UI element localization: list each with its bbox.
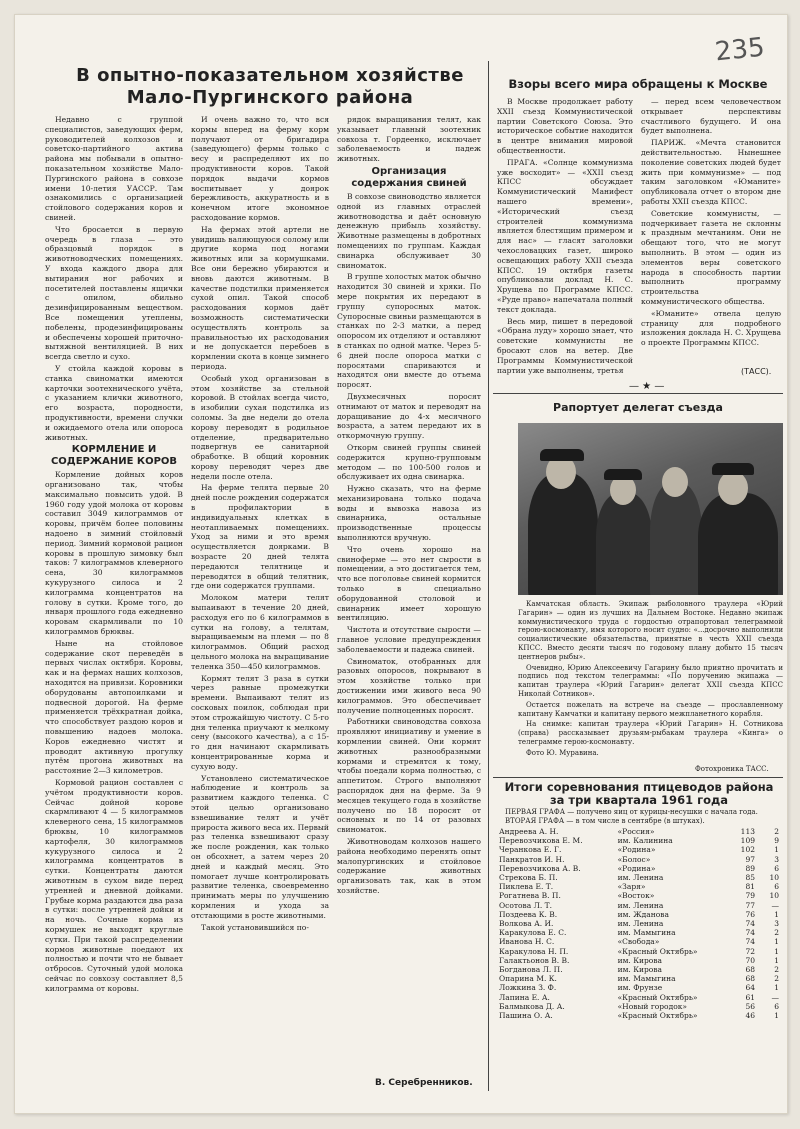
- paragraph: «Юманите» отвела целую страницу для подробного изложения доклада Н. С. Хрущева о проекте Программы КПСС.: [641, 308, 781, 348]
- result-farm: «Новый городок»: [617, 1001, 687, 1011]
- table-row: [499, 965, 779, 974]
- result-value-2: 1: [774, 955, 779, 965]
- table-row: [499, 919, 779, 928]
- subheading-pigs: Организация содержания свиней: [351, 165, 467, 189]
- result-value-1: 70: [745, 955, 755, 965]
- paragraph: Молоком матери телят выпаивают в течение 20 дней, расходуя его по 6 килограммов в сутки на голову, а телятам, выращиваемым на племя — по 8 килограммов. Общий расход цельного молока на выращивание теленка 350—450 килограммов.: [191, 593, 329, 671]
- author-signature: В. Серебренников.: [375, 1078, 473, 1088]
- table-row: [499, 983, 779, 992]
- paragraph: Ныне на стойловое содержание скот переведён в первых числах октября. Коровы, как и на фермах наших колхозов, находятся на привязи. Коровники оборудованы автопоилками и подвесной дорогой. На ферме применяется трёхкратная дойка, что способствует раздою коров и повышению надоев молока. Коров ежедневно чистят и проводят активную прогулку путём прогона животных на расстояние 2—3 километров.: [45, 638, 183, 776]
- paragraph: Весь мир, пишет в передовой «Обрана луду» хорошо знает, что советские коммунисты не бросают слов на ветер. Две Программы Коммунистической партии уже выполнены, третья: [497, 316, 633, 375]
- result-value-2: 3: [774, 919, 779, 929]
- paragraph: Животноводам колхозов нашего района необходимо перенять опыт малопургинских и стойловое содержание животных организовать так, как в этом хозяйстве.: [337, 836, 481, 895]
- photo-fishermen: [518, 423, 783, 595]
- result-farm: им. Калинина: [617, 836, 673, 846]
- result-value-1: 74: [745, 928, 755, 938]
- result-value-2: —: [771, 900, 779, 910]
- main-article-column-3: [337, 115, 481, 1070]
- result-name: Андреева А. Н.: [499, 827, 559, 836]
- paragraph: Недавно с группой специалистов, заведующих ферм, руководителей колхозов и советско-партийного актива района мы побывали в опытно-показательном хозяйстве Мало-Пургинского района в совхозе имени 10-летия УАССР. Там ознакомились с организацией стойлового содержания коров и свиней.: [45, 115, 183, 222]
- result-farm: «Родина»: [617, 845, 656, 855]
- second-column-label: ВТОРАЯ ГРАФА — в том числе в сентябре (в штуках).: [505, 816, 705, 825]
- result-value-1: 68: [745, 965, 755, 975]
- result-farm: «Заря»: [617, 882, 646, 892]
- result-farm: им. Ленина: [617, 873, 664, 883]
- paragraph: Кормовой рацион составлен с учётом продуктивности коров. Сейчас дойной корове скармливают 4 — 5 килограммов клеверного сена, 15 килограммов брюквы, 10 килограммов картофеля, 30 килограммов кукурузного силоса и 2 килограмма концентратов в сутки. Концентраты даются животным в сухом виде перед утренней и дневной дойками. Грубые корма раздаются два раза в сутки: после утренней дойки и на ночь. Сочные корма из кормушек не выходят круглые сутки. При такой распределении кормов животные поедают их полностью и почти что не бывает отбросов. Суточный удой молока сейчас по совхозу составляет 8,5 килограмма от коровы.: [45, 778, 183, 993]
- result-farm: им. Ленина: [617, 900, 664, 910]
- table-row: [499, 947, 779, 956]
- result-farm: «Красный Октябрь»: [617, 946, 698, 956]
- paragraph: Двухмесячных поросят отнимают от маток и переводят на доращивание до 4-х месячного возраста, а затем передают их в откормочную группу.: [337, 391, 481, 441]
- result-name: Каракулова Н. П.: [499, 946, 569, 956]
- paragraph: В совхозе свиноводство является одной из главных отраслей животноводства и даёт основную денежную прибыль хозяйству. Животные размещены в добротных помещениях по группам. Каждая свинарка обслуживает 30 свиноматок.: [337, 191, 481, 270]
- result-farm: им. Кирова: [617, 965, 663, 975]
- table-row: [499, 882, 779, 891]
- paragraph: Что бросается в первую очередь в глаза — это образцовый порядок в животноводческих помещениях. У входа каждого двора для вытирания ног рабочих и посетителей поставлены ящички с опилом, обильно дезинфицированным веществом. Все помещения утеплены, побелены, продезинфицированы и обеспечены хорошей приточно-вытяжной вентиляцией. В них всегда светло и сухо.: [45, 224, 183, 362]
- result-farm: им. Мамыгина: [617, 928, 676, 938]
- result-name: Волкова А. И.: [499, 919, 554, 929]
- result-value-2: 1: [774, 909, 779, 919]
- result-value-1: 77: [745, 900, 755, 910]
- result-value-2: 2: [774, 974, 779, 984]
- result-value-2: 6: [774, 1001, 779, 1011]
- table-row: [499, 1002, 779, 1011]
- paragraph: Откорм свиней группы свиней содержится крупно-групповым методом — по 100-500 голов и обслуживает их одна свинарка.: [337, 442, 481, 482]
- result-value-2: 1: [774, 946, 779, 956]
- result-value-1: 61: [745, 992, 755, 1002]
- result-value-1: 46: [745, 1011, 755, 1021]
- result-value-1: 89: [745, 863, 755, 873]
- paragraph: На фермах этой артели не увидишь валяющуюся солому или другие корма под ногами животных или за кормушками. Все они бережно убираются и вновь даются животным. В качестве подстилки применяется сухой опил. Такой способ расходования кормов даёт возможность систематически осуществлять контроль за правильностью их расходования и не допускается перебоев в кормлении скота в конце зимнего периода.: [191, 224, 329, 371]
- table-row: [499, 910, 779, 919]
- result-value-2: 2: [774, 928, 779, 938]
- paragraph: Такой установившийся по-: [201, 922, 309, 932]
- result-farm: им. Жданова: [617, 909, 669, 919]
- table-row: [499, 864, 779, 873]
- result-name: Опарина М. К.: [499, 974, 557, 984]
- paragraph: Работники свиноводства совхоза проявляют инициативу и умение в кормлении свиней. Они кормят животных разнообразными кормами и стремятся к тому, чтобы поедали корма полностью, с аппетитом. Строго выполняют распорядок дня на ферме. За 9 месяцев текущего года в хозяйстве получено по 18 поросят от основных и по 14 от разовых свиноматок.: [337, 717, 481, 835]
- first-column-label: ПЕРВАЯ ГРАФА — получено яиц от курицы-несушки с начала года.: [505, 808, 758, 816]
- paragraph: ПРАГА. «Солнце коммунизма уже восходит» — «XXII съезд КПСС обсуждает Коммунистический Манифест нашего времени», «Исторический съезд строителей коммунизма является блестящим примером и для нас» — гласят заголовки чехословацких газет, широко освещающих работу XXII съезда КПСС. 19 октября газеты опубликовали доклад Н. С. Хрущева по Программе КПСС. «Руде право» напечатала полный текст доклада.: [497, 157, 633, 314]
- result-name: Пашина О. А.: [499, 1011, 553, 1021]
- result-name: Рогатнева В. П.: [499, 891, 561, 901]
- result-value-2: 1: [774, 1011, 779, 1021]
- result-value-1: 81: [745, 882, 755, 892]
- result-value-1: 97: [745, 854, 755, 864]
- result-farm: «Родина»: [617, 863, 656, 873]
- result-name: Поздеева К. В.: [499, 909, 558, 919]
- table-row: [499, 891, 779, 900]
- caption-paragraph: Фото Ю. Муравина.: [526, 748, 599, 757]
- paragraph: На ферме телята первые 20 дней после рождения содержатся в профилактории в индивидуальных клетках в неотапливаемых помещениях. Уход за ними и это время осуществляется доярками. В возрасте 20 дней телята передаются телятнице и переводятся в общий телятник, где они содержатся группами.: [191, 483, 329, 591]
- result-value-2: 6: [774, 882, 779, 892]
- result-name: Каракулова Е. С.: [499, 928, 567, 938]
- result-name: Балмыкова Д. А.: [499, 1001, 565, 1011]
- results-headline: Итоги соревнования птицеводов района за три квартала 1961 года: [504, 780, 774, 807]
- paragraph: В группе холостых маток обычно находится 30 свиней и хряки. По мере покрытия их передают в группу супоросных маток. Супоросные свиньи размещаются в станках по 2-3 матки, а перед опоросом их отделяют и оставляют в станках по одной матке. Через 5-6 дней после опороса матки с поросятами спариваются и находятся они вместе до отъема поросят.: [337, 272, 481, 390]
- table-row: [499, 855, 779, 864]
- table-row: [499, 845, 779, 854]
- result-value-2: 10: [769, 891, 779, 901]
- world-article-column-2: [641, 97, 781, 365]
- star-ornament-icon: — ★ —: [629, 381, 665, 392]
- world-article-column-1: [497, 97, 633, 385]
- result-name: Богданова Л. П.: [499, 965, 563, 975]
- result-name: Черанкова Е. Г.: [499, 845, 562, 855]
- result-farm: «Болос»: [617, 854, 651, 864]
- tass-source: (ТАСС).: [741, 367, 772, 376]
- paragraph: И очень важно то, что вся кормы вперед на ферму корм получают от бригадира (заведующего) фермы только с весу и распределяют их по продуктивности коров. Такой порядок выдачи кормов воспитывает у доярок бережливость, аккуратность и в конечном итоге экономное расходование кормов.: [191, 115, 329, 222]
- result-value-1: 72: [745, 946, 755, 956]
- result-farm: «Красный Октябрь»: [617, 992, 698, 1002]
- result-name: Перевозчикова Е. М.: [499, 836, 583, 846]
- result-value-2: 6: [774, 863, 779, 873]
- result-value-1: 56: [745, 1001, 755, 1011]
- main-headline: В опытно-показательном хозяйстве Мало-Пургинского района: [76, 65, 464, 108]
- result-farm: «Красный Октябрь»: [617, 1011, 698, 1021]
- table-row: [499, 1011, 779, 1020]
- table-row: [499, 937, 779, 946]
- result-name: Осотова Л. Т.: [499, 900, 553, 910]
- result-value-1: 113: [740, 827, 755, 836]
- paragraph: Советские коммунисты, — подчеркивает газета не склонны к праздным мечтаниям. Они не обещают того, что не могут выполнить. В этом — один из элементов веры советского народа в способность партии выполнить программу строительства коммунистического общества.: [641, 208, 781, 306]
- table-row: [499, 956, 779, 965]
- result-value-1: 68: [745, 974, 755, 984]
- result-farm: «Россия»: [617, 827, 655, 836]
- result-name: Ложкина З. Ф.: [499, 983, 557, 993]
- table-row: [499, 836, 779, 845]
- result-value-1: 64: [745, 983, 755, 993]
- section-divider: [493, 393, 783, 394]
- result-name: Лапина Е. А.: [499, 992, 550, 1002]
- result-value-2: 1: [774, 845, 779, 855]
- photo-caption: [518, 600, 783, 760]
- table-row: [499, 827, 779, 836]
- result-farm: им. Ленина: [617, 919, 664, 929]
- paragraph: — перед всем человечеством открывает перспективы счастливого будущего. И она будет выполнена.: [641, 97, 781, 136]
- result-value-2: 2: [774, 965, 779, 975]
- photo-credit: Фотохроника ТАСС.: [695, 765, 769, 773]
- result-name: Галактьонов В. В.: [499, 955, 570, 965]
- paragraph: Что очень хорошо на свиноферме — это нет сырости в помещении, а это достигается тем, что все поголовье свиней кормится только в специально оборудованной столовой и свинарник имеет хорошую вентиляцию.: [337, 544, 481, 623]
- result-value-1: 74: [745, 937, 755, 947]
- table-row: [499, 974, 779, 983]
- result-value-2: 1: [774, 983, 779, 993]
- result-farm: им. Кирова: [617, 955, 663, 965]
- table-row: [499, 901, 779, 910]
- subheading-cows: КОРМЛЕНИЕ И СОДЕРЖАНИЕ КОРОВ: [50, 444, 178, 468]
- paragraph: Особый уход организован в этом хозяйстве за стельной коровой. В стойлах всегда чисто, в изобилии сухая подстилка из соломы. За две недели до отела корову переводят в родильное отделение, предварительно подвергнув ее санитарной обработке. В общий коровник корову переводят через две недели после отела.: [191, 373, 329, 481]
- result-name: Панкратов И. Н.: [499, 854, 565, 864]
- caption-paragraph: Остается пожелать на встрече на съезде — прославленному капитану Камчатки и капитану первого межпланетного корабля.: [518, 700, 783, 718]
- paragraph: Кормление дойных коров организовано так, чтобы максимально повысить удой. В 1960 году удой молока от коровы составил 3049 килограммов от коровы, причём более половины надоено в зимний стойловый период. Зимний кормовой рацион коровы в прошлую зимовку был таков: 7 килограммов клеверного сена, 30 килограммов кукурузного силоса и 2 килограмма концентратов на голову в сутки. Кроме того, до января прошлого года ежедневно коровам скармливали по 10 килограммов брюквы.: [45, 470, 183, 637]
- result-name: Стрекова Б. П.: [499, 873, 558, 883]
- result-value-2: 10: [769, 873, 779, 883]
- table-row: [499, 993, 779, 1002]
- paragraph: Установлено систематическое наблюдение и контроль за развитием каждого теленка. С этой целью организовано взвешивание телят и учёт прироста живого веса их. Первый раз теленка взвешивают сразу же после рождения, как только он обсохнет, а затем через 20 дней и каждый месяц. Это помогает лучше контролировать развитие теленка, своевременно принимать меры по улучшению кормления и ухода за отстающими в росте животными.: [191, 773, 329, 920]
- paragraph: Свиноматок, отобранных для разовых опоросов, покрывают в этом хозяйстве только при достижении ими живого веса 90 килограммов. Это обеспечивает получение полноценных поросят.: [337, 656, 481, 715]
- result-value-1: 74: [745, 919, 755, 929]
- result-value-1: 102: [740, 845, 755, 855]
- paragraph: Чистота и отсутствие сырости — главное условие предупреждения заболеваемости и падежа свиней.: [337, 625, 481, 654]
- result-value-2: 1: [774, 937, 779, 947]
- result-farm: «Свобода»: [617, 937, 660, 947]
- handwritten-page-number: 235: [713, 32, 767, 68]
- section-divider: [493, 777, 783, 778]
- result-farm: им. Мамыгина: [617, 974, 676, 984]
- result-name: Перевозчикова А. В.: [499, 863, 581, 873]
- table-row: [499, 928, 779, 937]
- result-value-1: 76: [745, 909, 755, 919]
- result-farm: «Восток»: [617, 891, 655, 901]
- caption-paragraph: Очевидно, Юрию Алексеевичу Гагарину было приятно прочитать и подпись под текстом телеграммы: «По поручению экипажа — капитан траулера «Юрий Гагарин» делегат XXII съезда КПСС Николай Сотников».: [518, 663, 783, 698]
- result-value-1: 79: [745, 891, 755, 901]
- paragraph: Нужно сказать, что на ферме механизирована только подача воды и вывозка навоза из свинарника, остальные производственные процессы выполняются вручную.: [337, 484, 481, 543]
- column-divider: [488, 61, 489, 1091]
- result-farm: им. Фрунзе: [617, 983, 663, 993]
- table-row: [499, 873, 779, 882]
- main-article-column-1: [45, 115, 183, 1095]
- result-value-2: 3: [774, 854, 779, 864]
- results-table: [499, 827, 779, 1020]
- paragraph: Кормят телят 3 раза в сутки через равные промежутки времени. Выпаивают телят из сосковых поилок, соблюдая при этом строжайшую чистоту. С 5-го дня теленка приучают к мелкому сену (высокого качества), а с 15-го дня начинают скармливать концентрированные корма и сухую воду.: [191, 673, 329, 771]
- result-name: Пиклева Е. Т.: [499, 882, 554, 892]
- paragraph: У стойла каждой коровы в станка свиноматки имеются карточки зоотехнического учёта, с указанием клички животного, его возраста, породности, продуктивности, времени случки и ожидаемого отела или опороса животных.: [45, 363, 183, 442]
- caption-paragraph: Камчатская область. Экипаж рыболовного траулера «Юрий Гагарин» — один из лучших на Дальнем Востоке. Недавно экипаж коммунистического труда с гордостью отрапортовал телеграммой герою-космонавту, имя которого носит судно: «...досрочно выполнили социалистические обязательства, принятые в честь XXII съезда КПСС. Вместо десяти тысяч по годовому плану добыто 15 тысяч центнеров рыбы».: [518, 600, 783, 661]
- paragraph: рядок выращивания телят, как указывает главный зоотехник совхоза т. Гордеенко, исключает заболеваемость и падеж животных.: [337, 115, 481, 164]
- result-value-1: 85: [745, 873, 755, 883]
- result-value-2: 9: [774, 836, 779, 846]
- newspaper-page: [14, 14, 788, 1114]
- world-headline: Взоры всего мира обращены к Москве: [508, 77, 768, 91]
- result-value-2: 2: [774, 827, 779, 836]
- result-value-2: —: [771, 992, 779, 1002]
- paragraph: В Москве продолжает работу XXII съезд Коммунистической партии Советского Союза. Это историческое событие находится в центре внимания мировой общественности.: [497, 97, 633, 155]
- paragraph: ПАРИЖ. «Мечта становится действительностью. Нынешнее поколение советских людей будет жить при коммунизме» — под таким заголовком «Юманите» опубликовала отчет о втором дне работы XXII съезда КПСС.: [641, 138, 781, 206]
- result-value-1: 109: [740, 836, 755, 846]
- caption-paragraph: На снимке: капитан траулера «Юрий Гагарин» Н. Сотникова (справа) рассказывает друзьям-рыбакам траулера «Кинга» о телеграмме герою-космонавту.: [518, 720, 783, 746]
- result-name: Иванова Н. С.: [499, 937, 555, 947]
- photo-headline: Рапортует делегат съезда: [553, 401, 723, 414]
- main-article-column-2: [191, 115, 329, 1095]
